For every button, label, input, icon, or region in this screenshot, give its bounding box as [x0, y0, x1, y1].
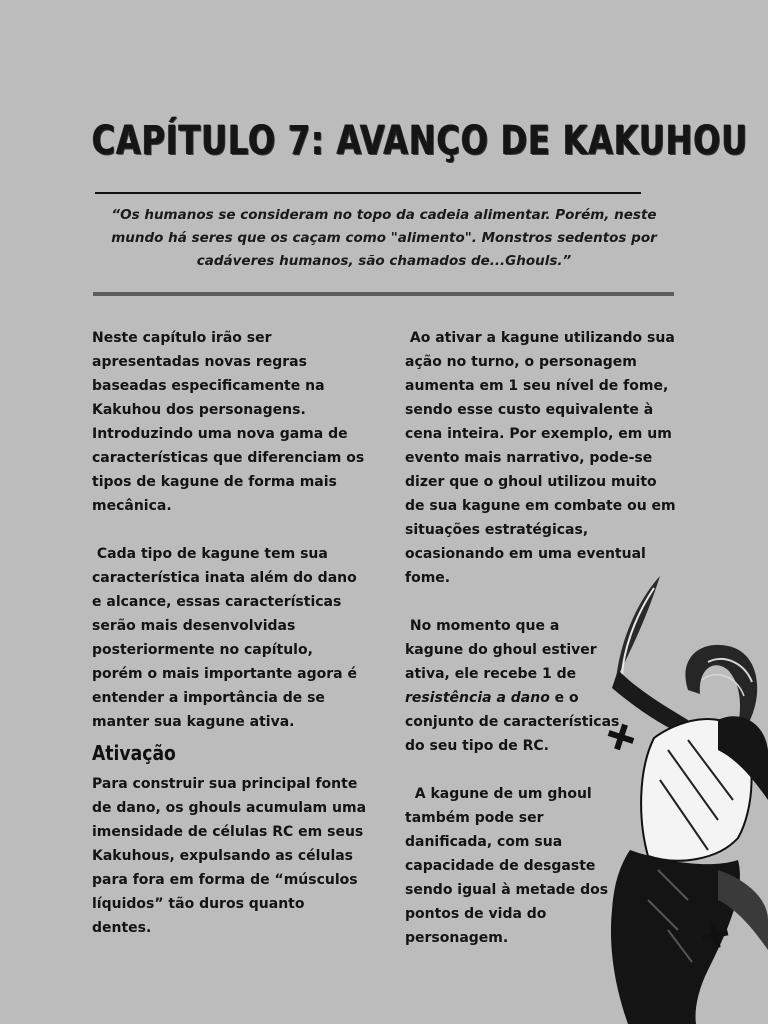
quote-divider — [93, 292, 674, 296]
epigraph-quote: “Os humanos se consideram no topo da cadeia alimentar. Porém, neste mundo há seres que os caçam como "alimento". Monstros sedentos por cadáveres humanos, são chamados de...Ghouls.” — [111, 207, 657, 269]
ghoul-illustration — [568, 570, 768, 1024]
ativacao-paragraph: Para construir sua principal fonte de dano, os ghouls acumulam uma imensidade de células RC em seus Kakuhous, expulsando as células para fora em forma de “músculos líquidos” tão duros quanto dentes. — [92, 776, 367, 936]
damage-paragraph-text: A kagune de um ghoul também pode ser danificada, com sua capacidade de desgaste sendo igual à metade dos pontos de vida do personagem. — [405, 786, 609, 946]
activation-cost-paragraph — [405, 326, 680, 590]
kagune-paragraph — [92, 542, 367, 734]
active-kagune-text-a: No momento que a kagune do ghoul estiver ativa, ele recebe 1 de — [405, 618, 597, 682]
resistance-term: resistência a dano — [405, 690, 550, 706]
activation-cost-text: Ao ativar a kagune utilizando sua ação no turno, o personagem aumenta em 1 seu nível de fome, sendo esse custo equivalente à cena inteira. Por exemplo, em um evento mais narrativo, pode-se dizer que o ghoul utilizou muito de sua kagune em combate ou em situações estratégicas, ocasionando em uma eventual fome. — [405, 330, 676, 586]
active-kagune-text-b: e o conjunto de características do seu tipo de RC. — [405, 690, 620, 754]
title-divider — [95, 192, 641, 194]
kagune-paragraph-text: Cada tipo de kagune tem sua característica inata além do dano e alcance, essas características serão mais desenvolvidas posteriormente no capítulo, porém o mais importante agora é entender a importância de se manter sua kagune ativa. — [92, 546, 357, 730]
left-column — [92, 326, 367, 940]
chapter-title: CAPÍTULO 7: AVANÇO DE KAKUHOU — [92, 118, 749, 164]
intro-paragraph: Neste capítulo irão ser apresentadas novas regras baseadas especificamente na Kakuhou dos personagens. Introduzindo uma nova gama de características que diferenciam os tipos de kagune de forma mais mecânica. — [92, 330, 365, 514]
section-heading-ativacao: Ativação — [92, 741, 176, 765]
